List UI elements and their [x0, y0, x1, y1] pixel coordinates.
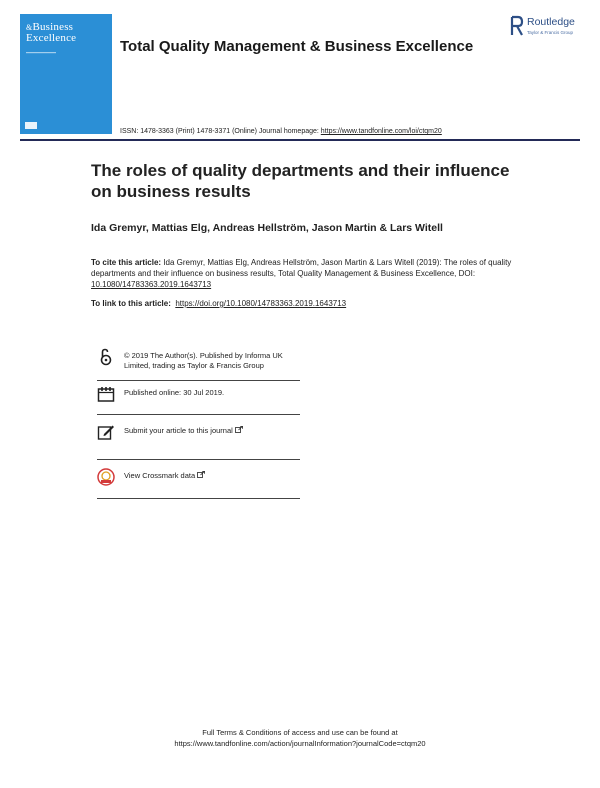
footer-terms-link[interactable]: https://www.tandfonline.com/action/journalInformation?journalCode=ctqm20: [174, 739, 426, 748]
cover-title: [26, 22, 106, 44]
info-divider: [97, 459, 300, 460]
published-row: [97, 385, 300, 414]
link-label: To link to this article:: [91, 299, 171, 308]
citation-block: [91, 257, 516, 290]
submit-link[interactable]: Submit your article to this journal: [124, 426, 233, 435]
article-info-panel: [97, 348, 300, 499]
cover-title-prefix: &: [26, 23, 33, 32]
submit-row[interactable]: [97, 423, 300, 459]
article-link-line: [91, 299, 346, 308]
issn-text: ISSN: 1478-3363 (Print) 1478-3371 (Online) Journal homepage:: [120, 128, 321, 135]
cover-title-line1: Business: [32, 21, 74, 33]
cover-logo-tag: [25, 122, 37, 129]
info-divider: [97, 498, 300, 499]
publisher-tagline: Taylor & Francis Group: [527, 30, 574, 35]
article-authors: Ida Gremyr, Mattias Elg, Andreas Hellström, Jason Martin & Lars Witell: [91, 222, 443, 234]
article-link[interactable]: https://doi.org/10.1080/14783363.2019.1643713: [175, 299, 347, 308]
cover-subtitle-glyph: [26, 51, 56, 55]
doi-link[interactable]: 10.1080/14783363.2019.1643713: [91, 280, 212, 289]
license-row: [97, 348, 300, 380]
license-text: © 2019 The Author(s). Published by Informa UK Limited, trading as Taylor & Francis Group: [124, 351, 283, 370]
info-divider: [97, 380, 300, 381]
publisher-logo: [510, 15, 590, 41]
issn-line: [120, 128, 442, 135]
journal-cover: [20, 14, 112, 134]
journal-homepage-link[interactable]: https://www.tandfonline.com/loi/ctqm20: [320, 128, 442, 135]
calendar-icon: [97, 385, 115, 403]
cover-title-line2: Excellence: [26, 32, 77, 44]
open-access-icon: [97, 348, 115, 366]
cover-subtitle-decoration: [26, 51, 106, 56]
info-divider: [97, 414, 300, 415]
cite-label: To cite this article:: [91, 258, 162, 267]
article-title: The roles of quality departments and their influence on business results: [91, 161, 510, 201]
journal-title: Total Quality Management & Business Excellence: [120, 38, 474, 55]
cite-text: Ida Gremyr, Mattias Elg, Andreas Hellström, Jason Martin & Lars Witell (2019): The roles of quality departments and their influence on business results, Total Quality Management & Business Excellence, DOI:: [91, 258, 512, 278]
routledge-r-icon: [510, 15, 524, 37]
crossmark-row[interactable]: [97, 468, 300, 498]
external-link-icon: [197, 471, 205, 478]
crossmark-icon: [97, 468, 115, 486]
external-link-icon: [235, 426, 243, 433]
footer: [0, 727, 600, 749]
published-text: Published online: 30 Jul 2019.: [124, 388, 225, 397]
publisher-name: Routledge: [527, 16, 575, 28]
edit-icon: [97, 423, 115, 441]
crossmark-text: [124, 468, 205, 481]
submit-text: [124, 423, 243, 436]
footer-line1: Full Terms & Conditions of access and use can be found at: [202, 728, 398, 737]
crossmark-link[interactable]: View Crossmark data: [124, 471, 196, 480]
header-divider: [20, 139, 580, 141]
